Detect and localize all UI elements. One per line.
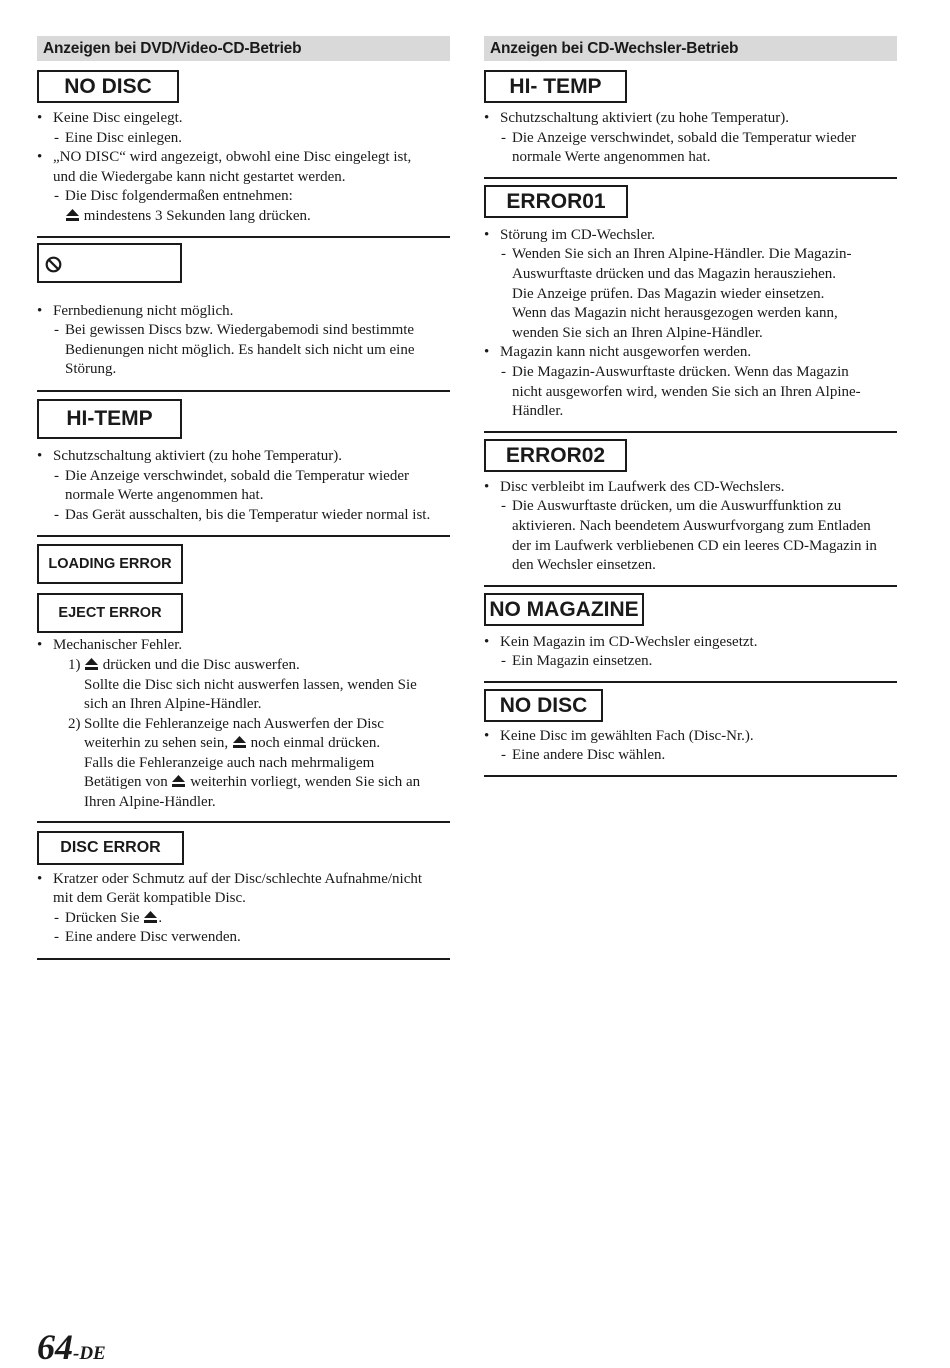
line: noch einmal drücken. (250, 735, 381, 752)
line: drücken und die Disc auswerfen. (102, 656, 300, 673)
line: wenden Sie sich an Ihren Alpine-Händler. (512, 324, 763, 341)
lcd-label: ERROR02 (484, 439, 627, 472)
line: Ihren Alpine-Händler. (84, 794, 216, 811)
lcd-no-disc (37, 70, 450, 103)
lcd-eject-error (37, 593, 450, 633)
eject-icon (66, 209, 79, 221)
line: . (158, 909, 163, 926)
line: Falls die Fehleranzeige auch nach mehrmaligem (84, 754, 375, 771)
lcd-label: EJECT ERROR (37, 593, 183, 633)
section-heading-dvd: Anzeigen bei DVD/Video-CD-Betrieb (37, 36, 450, 61)
lcd-error02 (484, 439, 897, 472)
dash-item (484, 129, 897, 168)
bullet: • Kein Magazin im CD-Wechsler eingesetzt. (484, 633, 897, 653)
eject-error-text (37, 636, 450, 812)
lcd-label: NO MAGAZINE (484, 593, 644, 626)
line: Die Anzeige prüfen. Das Magazin wieder einsetzen. (512, 285, 825, 302)
line: und die Wiedergabe kann nicht gestartet werden. (53, 168, 346, 185)
lcd-loading-error (37, 544, 450, 584)
no-magazine-text (484, 633, 897, 672)
lcd-no-magazine (484, 593, 897, 626)
line: mindestens 3 Sekunden lang drücken. (83, 207, 311, 224)
line: Die Magazin-Auswurftaste drücken. Wenn das Magazin (512, 363, 849, 380)
item-number: 2) (68, 715, 81, 732)
line: Drücken Sie (65, 909, 140, 926)
lcd-hi-temp-changer (484, 70, 897, 103)
bullet: • Fernbedienung nicht möglich. (37, 302, 450, 322)
bullet (37, 870, 450, 909)
prohibited-icon (45, 256, 62, 273)
line: nicht ausgeworfen wird, wenden Sie sich an Ihren Alpine- (512, 383, 861, 400)
line: Wenn das Magazin nicht herausgezogen werden kann, (512, 305, 838, 322)
bullet: • Magazin kann nicht ausgeworfen werden. (484, 343, 897, 363)
divider (37, 535, 450, 537)
dash-item (484, 497, 897, 575)
eject-icon (144, 911, 157, 923)
dash-item: - Eine andere Disc verwenden. (37, 928, 450, 948)
no-disc-changer-text (484, 727, 897, 766)
dash-item (37, 321, 450, 380)
dash-item: - Ein Magazin einsetzen. (484, 652, 897, 672)
line: weiterhin zu sehen sein, (84, 735, 229, 752)
section-heading-cd-changer: Anzeigen bei CD-Wechsler-Betrieb (484, 36, 897, 61)
prohibited-text (37, 302, 450, 380)
line: sich an Ihren Alpine-Händler. (84, 696, 262, 713)
lcd-label: ERROR01 (484, 185, 628, 218)
lcd-prohibited (37, 243, 450, 288)
line: Bei gewissen Discs bzw. Wiedergabemodi sind bestimmte (65, 322, 415, 339)
dash-item (37, 909, 450, 929)
divider (484, 775, 897, 777)
lcd-label: HI-TEMP (37, 399, 182, 439)
divider (484, 431, 897, 433)
line: aktivieren. Nach beendetem Auswurfvorgang zum Entladen (512, 517, 871, 534)
line: Die Anzeige verschwindet, sobald die Temperatur wieder (512, 129, 856, 146)
line: Wenden Sie sich an Ihren Alpine-Händler. Die Magazin- (512, 246, 852, 263)
bullet: • Disc verbleibt im Laufwerk des CD-Wechslers. (484, 478, 897, 498)
lcd-label: HI- TEMP (484, 70, 627, 103)
line: Betätigen von (84, 774, 168, 791)
lcd-label: LOADING ERROR (37, 544, 183, 584)
eject-icon (85, 658, 98, 670)
dash-item: - Eine andere Disc wählen. (484, 746, 897, 766)
eject-icon (172, 775, 185, 787)
bullet: • Mechanischer Fehler. (37, 636, 450, 656)
line: Sollte die Disc sich nicht auswerfen lassen, wenden Sie (84, 676, 417, 693)
divider (484, 585, 897, 587)
line: Die Auswurftaste drücken, um die Auswurffunktion zu (512, 498, 842, 515)
dash-item (484, 363, 897, 422)
line: Störung. (65, 361, 117, 378)
bullet: • Schutzschaltung aktiviert (zu hohe Temperatur). (37, 447, 450, 467)
disc-error-text (37, 870, 450, 948)
bullet: • Störung im CD-Wechsler. (484, 226, 897, 246)
right-column (484, 36, 897, 777)
divider (37, 390, 450, 392)
line: mit dem Gerät kompatible Disc. (53, 890, 246, 907)
left-column (37, 36, 450, 960)
line: weiterhin vorliegt, wenden Sie sich an (190, 774, 421, 791)
numbered-item (37, 715, 450, 813)
bullet: • Keine Disc eingelegt. (37, 109, 450, 129)
line: Händler. (512, 403, 564, 420)
no-disc-text (37, 109, 450, 227)
divider (484, 681, 897, 683)
line: Sollte die Fehleranzeige nach Auswerfen der Disc (84, 715, 384, 732)
numbered-item (37, 656, 450, 715)
line: „NO DISC“ wird angezeigt, obwohl eine Disc eingelegt ist, (53, 149, 412, 166)
lcd-label: DISC ERROR (37, 831, 184, 865)
dash-item: - Das Gerät ausschalten, bis die Temperatur wieder normal ist. (37, 506, 450, 526)
hi-temp-text (37, 447, 450, 525)
divider (37, 958, 450, 960)
line: Kratzer oder Schmutz auf der Disc/schlechte Aufnahme/nicht (53, 870, 423, 887)
divider (37, 236, 450, 238)
hi-temp-changer-text (484, 109, 897, 168)
page-number (37, 1326, 106, 1368)
lcd-label: NO DISC (484, 689, 603, 722)
line: der im Laufwerk verbliebenen CD ein leeres CD-Magazin in (512, 537, 877, 554)
line: Auswurftaste drücken und das Magazin herausziehen. (512, 265, 837, 282)
dash-item: - Die Disc folgendermaßen entnehmen: (37, 187, 450, 207)
error02-text (484, 478, 897, 576)
line: Bedienungen nicht möglich. Es handelt sich nicht um eine (65, 341, 415, 358)
bullet (37, 148, 450, 187)
page-number-value: 64 (37, 1327, 73, 1367)
error01-text (484, 226, 897, 422)
bullet: • Keine Disc im gewählten Fach (Disc-Nr.). (484, 727, 897, 747)
lcd-no-disc-changer (484, 689, 897, 722)
divider (37, 821, 450, 823)
continuation (37, 207, 450, 227)
bullet: • Schutzschaltung aktiviert (zu hohe Temperatur). (484, 109, 897, 129)
dash-item: - Eine Disc einlegen. (37, 129, 450, 149)
item-number: 1) (68, 656, 81, 673)
lcd-hi-temp (37, 399, 450, 439)
eject-icon (233, 736, 246, 748)
lcd-label: NO DISC (37, 70, 179, 103)
dash-item (37, 467, 450, 506)
page-number-suffix: -DE (73, 1343, 106, 1364)
line: Die Anzeige verschwindet, sobald die Temperatur wieder (65, 467, 409, 484)
lcd-error01 (484, 185, 897, 218)
line: normale Werte angenommen hat. (65, 487, 264, 504)
line: den Wechsler einsetzen. (512, 557, 656, 574)
dash-item (484, 245, 897, 343)
line: normale Werte angenommen hat. (512, 149, 711, 166)
divider (484, 177, 897, 179)
lcd-box (37, 243, 182, 283)
lcd-disc-error (37, 831, 450, 865)
